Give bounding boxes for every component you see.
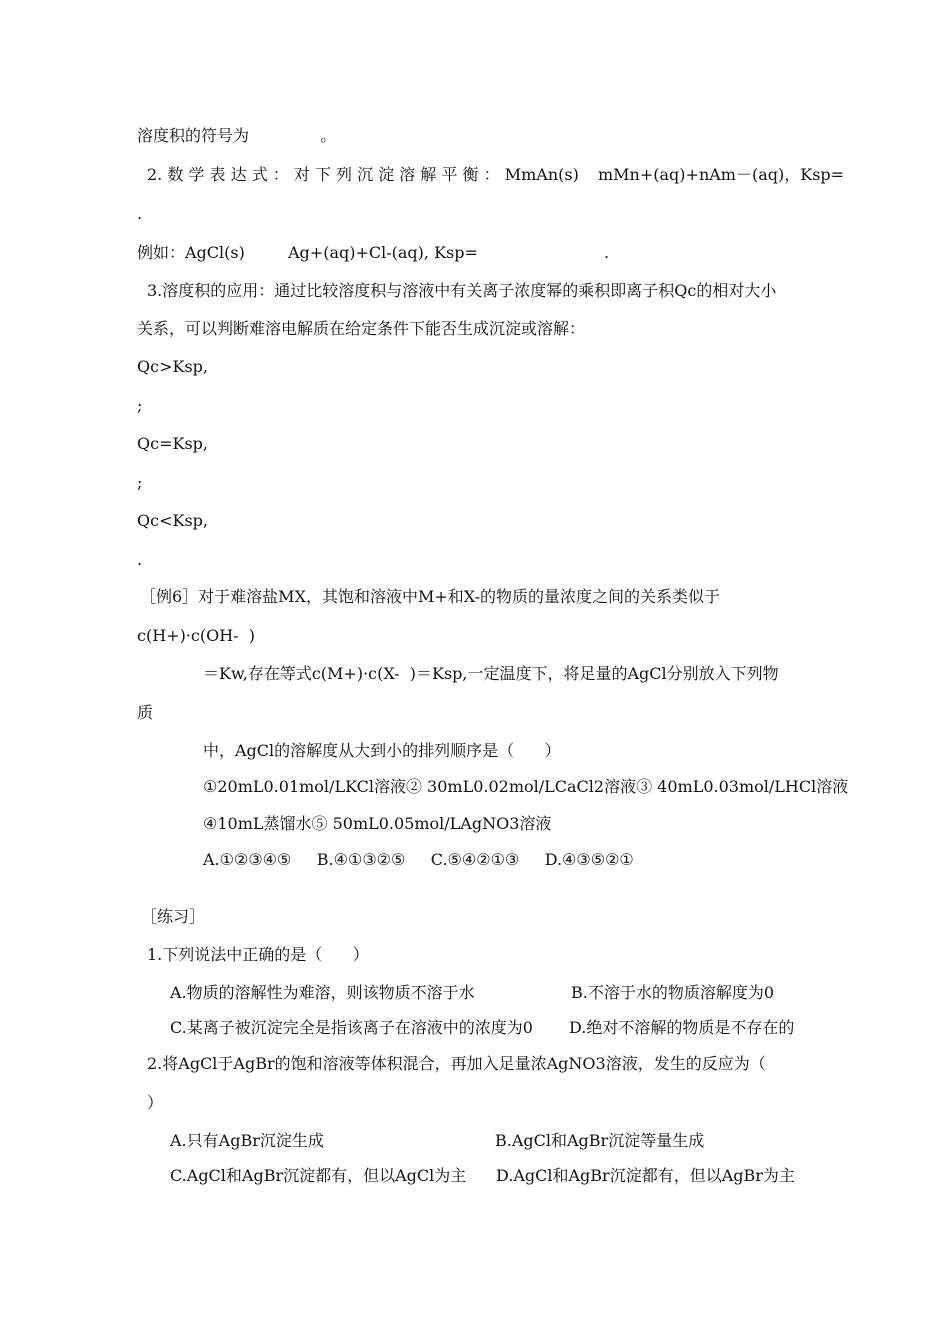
qc-greater-line: Qc>Ksp,: [137, 357, 208, 376]
math-expression-rhs: mMn+(aq)+nAm－(aq)，Ksp=: [598, 165, 845, 184]
math-expression-line: 2. 数 学 表 达 式 ： 对 下 列 沉 淀 溶 解 平 衡 ： MmAn(s): [147, 165, 579, 184]
example6-question: 中，AgCl的溶解度从大到小的排列顺序是（ ）: [203, 741, 561, 760]
example6-options-1: ①20mL0.01mol/LKCl溶液② 30mL0.02mol/LCaCl2溶液③ 40mL0.03mol/LHCl溶液: [203, 777, 849, 796]
example6-options-2: ④10mL蒸馏水⑤ 50mL0.05mol/LAgNO3溶液: [203, 814, 552, 833]
practice-q2: 2.将AgCl于AgBr的饱和溶液等体积混合，再加入足量浓AgNO3溶液，发生的反应为（: [147, 1054, 766, 1073]
math-expression-end: .: [137, 204, 143, 223]
practice-q1-option-a: A.物质的溶解性为难溶，则该物质不溶于水: [170, 983, 475, 1002]
example6-cont-1: c(H+)·c(OH- ): [137, 626, 255, 645]
example-rhs: Ag+(aq)+Cl-(aq), Ksp=: [288, 243, 478, 262]
practice-q2-cont: ）: [147, 1093, 164, 1112]
practice-q1: 1.下列说法中正确的是（ ）: [147, 945, 369, 964]
qc-less-line: Qc<Ksp,: [137, 511, 208, 530]
practice-q1-option-b: B.不溶于水的物质溶解度为0: [571, 983, 775, 1002]
practice-q2-option-a: A.只有AgBr沉淀生成: [170, 1131, 324, 1150]
qc-less-end: .: [137, 550, 143, 569]
example6-choices: A.①②③④⑤ B.④①③②⑤ C.⑤④②①③ D.④③⑤②①: [203, 850, 634, 869]
qc-equal-end: ;: [137, 473, 143, 492]
ksp-symbol-line: 溶度积的符号为 。: [137, 126, 337, 145]
practice-q2-option-b: B.AgCl和AgBr沉淀等量生成: [495, 1131, 705, 1150]
qc-equal-line: Qc=Ksp,: [137, 434, 208, 453]
ksp-application-cont: 关系，可以判断难溶电解质在给定条件下能否生成沉淀或溶解：: [137, 319, 586, 338]
example-line: 例如：AgCl(s): [137, 243, 245, 262]
example6-cont-2: ＝Kw,存在等式c(M+)·c(X- )＝Ksp,一定温度下，将足量的AgCl分别放入下列物: [203, 664, 779, 683]
qc-greater-end: ;: [137, 396, 143, 415]
example6-line: ［例6］对于难溶盐MX，其饱和溶液中M+和X-的物质的量浓度之间的关系类似于: [140, 587, 720, 606]
example6-cont-3: 质: [137, 703, 154, 722]
practice-q2-option-d: D.AgCl和AgBr沉淀都有，但以AgBr为主: [496, 1166, 795, 1185]
practice-q1-option-d: D.绝对不溶解的物质是不存在的: [569, 1018, 795, 1037]
practice-q1-option-c: C.某离子被沉淀完全是指该离子在溶液中的浓度为0: [170, 1018, 533, 1037]
example-end: .: [604, 243, 610, 262]
practice-heading: ［练习］: [141, 907, 206, 926]
practice-q2-option-c: C.AgCl和AgBr沉淀都有，但以AgCl为主: [170, 1166, 467, 1185]
ksp-application-line: 3.溶度积的应用：通过比较溶度积与溶液中有关离子浓度幂的乘积即离子积Qc的相对大小: [147, 281, 777, 300]
